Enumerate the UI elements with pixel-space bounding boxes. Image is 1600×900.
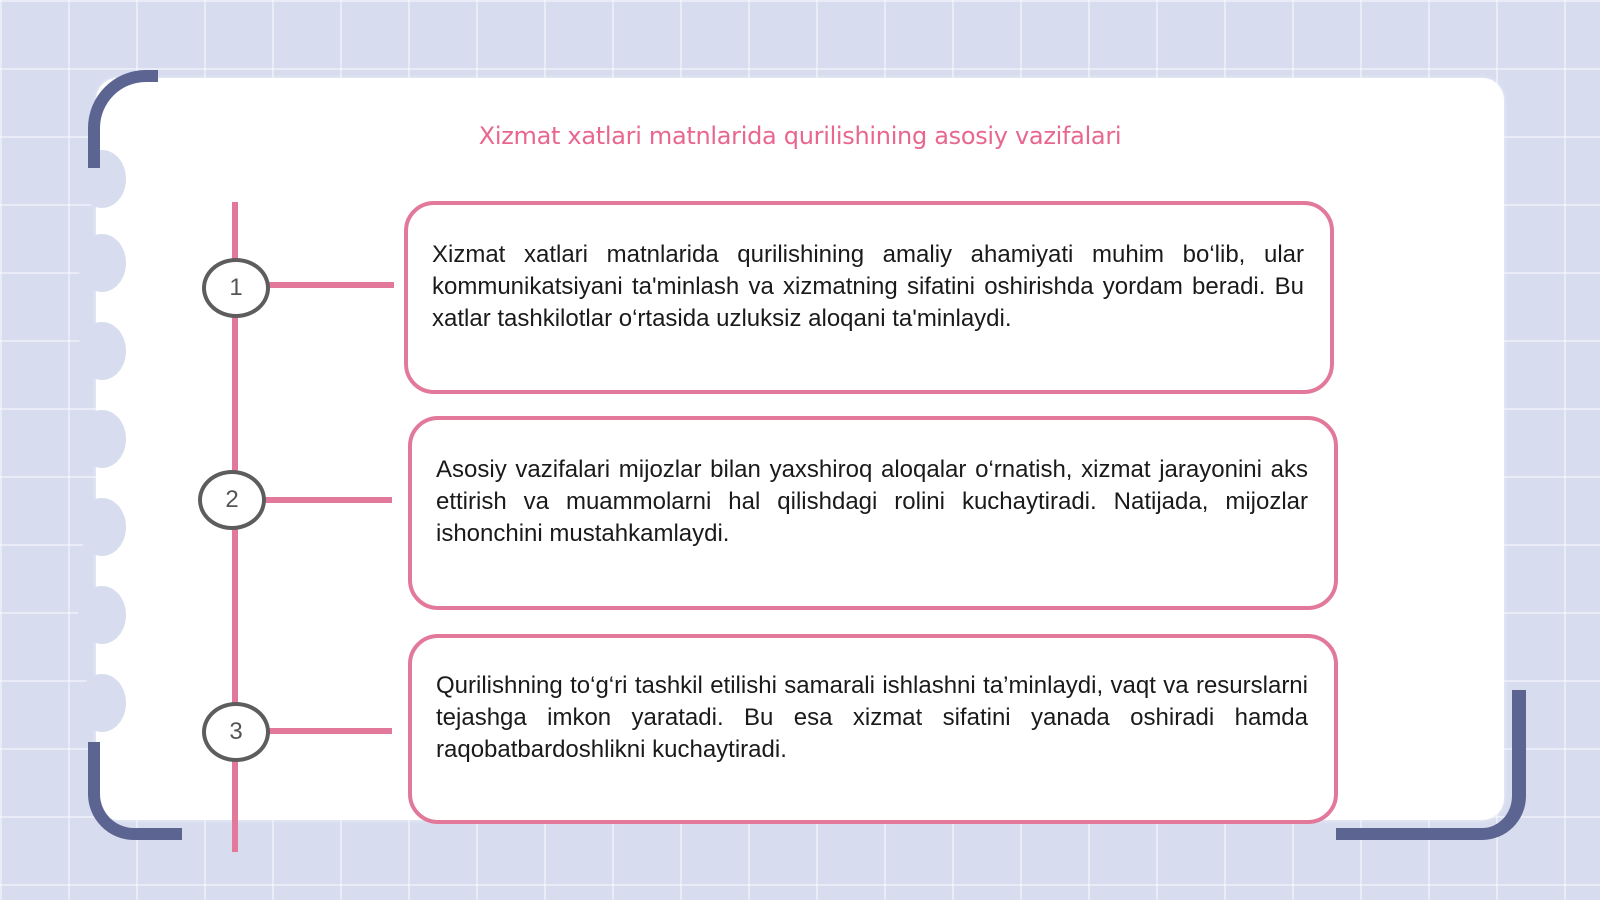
step-card-1 [404,201,1334,394]
step-card-3 [408,634,1338,824]
paper-edge-scallop [78,322,126,380]
step-number-badge-2: 2 [198,470,266,530]
paper-edge-scallop [78,410,126,468]
timeline-connector-3 [268,728,392,734]
step-card-2 [408,416,1338,610]
step-number-badge-1: 1 [202,258,270,318]
paper-edge-scallop [78,498,126,556]
timeline-connector-1 [268,282,394,288]
timeline-connector-2 [264,497,392,503]
paper-edge-scallop [78,586,126,644]
step-card-text: Qurilishning to‘g‘ri tashkil etilishi samarali ishlashni ta’minlaydi, vaqt va resurslarni tejashga imkon yaratadi. Bu esa xizmat sifatini yanada oshiradi hamda raqobatbardoshlikni kuchaytiradi. [436,672,1308,763]
step-number-badge-3: 3 [202,702,270,762]
corner-bracket-bottom-right [1336,690,1526,840]
corner-bracket-top-left [88,70,158,168]
paper-edge-scallop [78,674,126,732]
step-card-text: Asosiy vazifalari mijozlar bilan yaxshiroq aloqalar o‘rnatish, xizmat jarayonini aks ettirish va muammolarni hal qilishdagi rolini kuchaytiradi. Natijada, mijozlar ishonchini mustahkamlaydi. [436,456,1308,547]
corner-bracket-bottom-left [88,742,182,840]
step-card-text: Xizmat xatlari matnlarida qurilishining amaliy ahamiyati muhim bo‘lib, ular kommunikatsiyani ta'minlash va xizmatning sifatini oshirishda yordam beradi. Bu xatlar tashkilotlar o‘rtasida uzluksiz aloqani ta'minlaydi. [432,240,1304,332]
paper-edge-scallop [78,234,126,292]
slide-title: Xizmat xatlari matnlarida qurilishining asosiy vazifalari [478,122,1122,150]
